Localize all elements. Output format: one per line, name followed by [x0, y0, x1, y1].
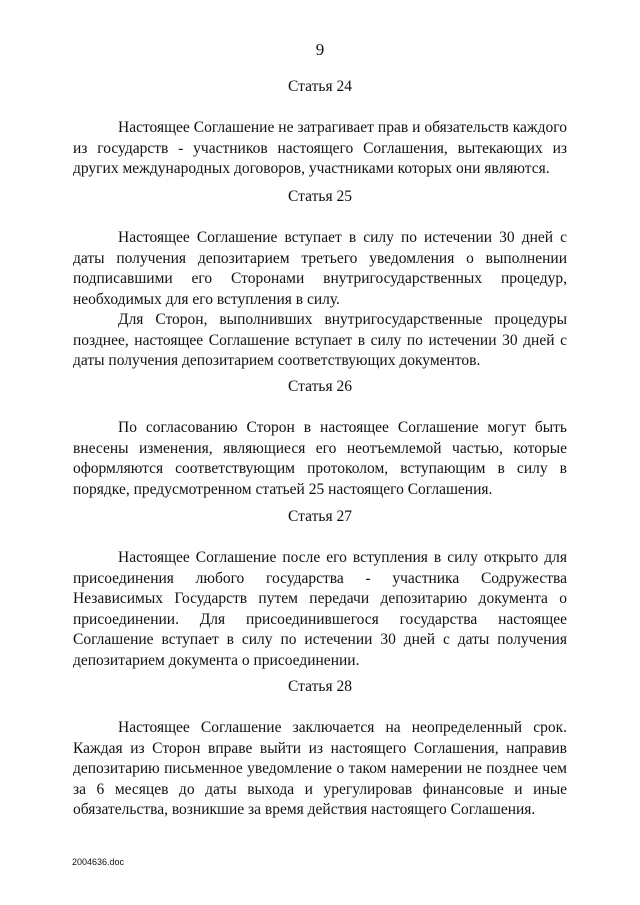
article-24-paragraph-1: Настоящее Соглашение не затрагивает прав и обязательств каждого из государств - участников настоящего Соглашения, вытекающих из других международных договоров, участниками которых они являются. — [73, 119, 567, 177]
article-27-title: Статья 27 — [288, 508, 352, 525]
article-25-title: Статья 25 — [288, 188, 352, 205]
article-25-paragraph-1: Настоящее Соглашение вступает в силу по истечении 30 дней с даты получения депозитарием третьего уведомления о выполнении подписавшими его Сторонами внутригосударственных процедур, необходимых для его вступления в силу. — [73, 229, 567, 308]
article-26-title: Статья 26 — [288, 378, 352, 395]
article-28-title: Статья 28 — [288, 678, 352, 695]
article-27-paragraph-1: Настоящее Соглашение после его вступления в силу открыто для присоединения любого государства - участника Содружества Независимых Государств путем передачи депозитарию документа о присоединении. Для присоединившегося государства настоящее Соглашение вступает в силу по истечении 30 дней с даты получения депозитарием документа о присоединении. — [73, 549, 567, 669]
article-28-paragraph-1: Настоящее Соглашение заключается на неопределенный срок. Каждая из Сторон вправе выйти из настоящего Соглашения, направив депозитарию письменное уведомление о таком намерении не позднее чем за 6 месяцев до даты выхода и урегулировав финансовые и иные обязательства, возникшие за время действия настоящего Соглашения. — [73, 719, 567, 818]
footer-filename: 2004636.doc — [72, 857, 125, 867]
article-26-paragraph-1: По согласованию Сторон в настоящее Соглашение могут быть внесены изменения, являющиеся его неотъемлемой частью, которые оформляются соответствующим протоколом, вступающим в силу в порядке, предусмотренном статьей 25 настоящего Соглашения. — [73, 419, 567, 498]
page-number: 9 — [315, 40, 325, 59]
article-24-title: Статья 24 — [288, 78, 352, 95]
article-25-paragraph-2: Для Сторон, выполнивших внутригосударственные процедуры позднее, настоящее Соглашение вступает в силу по истечении 30 дней с даты получения депозитарием соответствующих документов. — [73, 311, 567, 369]
